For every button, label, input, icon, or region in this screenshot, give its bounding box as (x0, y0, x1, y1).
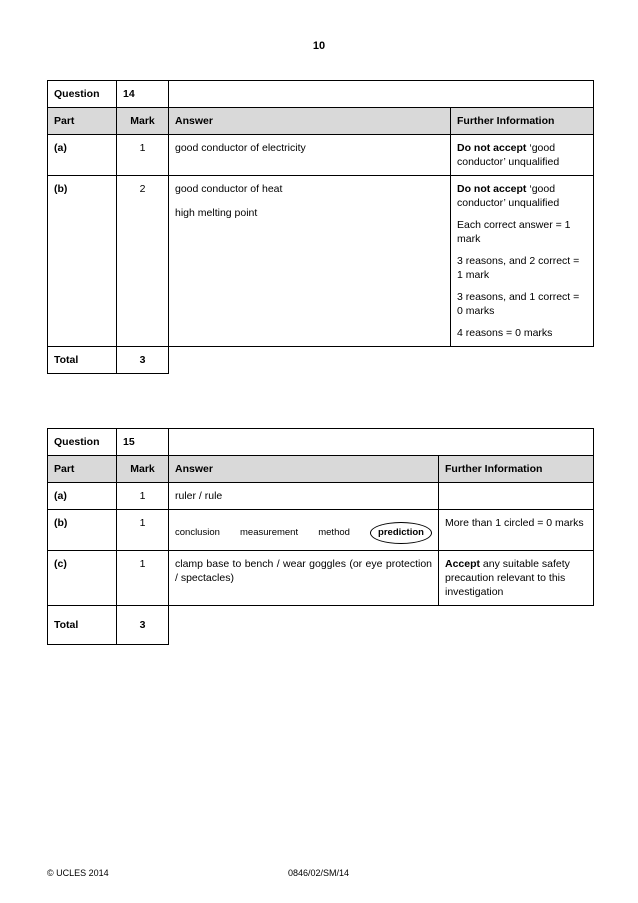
further-text: any suitable safety precaution relevant to this investigation (445, 558, 570, 598)
header-mark: Mark (117, 108, 169, 135)
total-value: 3 (117, 606, 169, 645)
total-blank (169, 347, 594, 374)
mark-cell: 1 (117, 135, 169, 176)
header-row (48, 108, 594, 135)
total-blank (169, 606, 594, 645)
question-number: 14 (117, 81, 169, 108)
question-label: Question (48, 81, 117, 108)
further-line: Each correct answer = 1 mark (457, 219, 571, 245)
total-row (48, 347, 594, 374)
question-row (48, 429, 594, 456)
question-blank (169, 81, 594, 108)
header-mark: Mark (117, 456, 169, 483)
table-row (48, 135, 594, 176)
answer-line: high melting point (175, 207, 258, 219)
total-row (48, 606, 594, 645)
answer-cell (169, 135, 451, 176)
further-bold: Do not accept (457, 183, 527, 195)
mark-cell: 1 (117, 510, 169, 551)
header-row (48, 456, 594, 483)
answer-cell: ruler / rule (169, 483, 439, 510)
footer-copyright: © UCLES 2014 (47, 868, 109, 878)
header-answer: Answer (169, 108, 451, 135)
part-cell: (b) (48, 510, 117, 551)
further-text: ‘good conductor’ unqualified (457, 183, 560, 209)
total-label: Total (48, 347, 117, 374)
total-value: 3 (117, 347, 169, 374)
choice-conclusion: conclusion (175, 527, 220, 538)
mark-cell: 1 (117, 551, 169, 606)
part-cell: (a) (48, 135, 117, 176)
table-row (48, 483, 594, 510)
question-15-table (47, 428, 594, 645)
question-label: Question (48, 429, 117, 456)
further-line: 3 reasons, and 1 correct = 0 marks (457, 291, 580, 317)
further-cell (439, 551, 594, 606)
header-part: Part (48, 108, 117, 135)
further-text: ‘good conductor’ unqualified (457, 142, 560, 168)
further-bold: Do not accept (457, 142, 527, 154)
mark-cell: 2 (117, 176, 169, 347)
table-row (48, 510, 594, 551)
part-cell: (a) (48, 483, 117, 510)
question-row (48, 81, 594, 108)
table-row (48, 551, 594, 606)
question-blank (169, 429, 594, 456)
table-row (48, 176, 594, 347)
further-bold: Accept (445, 558, 481, 570)
part-cell: (c) (48, 551, 117, 606)
answer-cell: clamp base to bench / wear goggles (or eye protection / spectacles) (169, 551, 439, 606)
part-cell: (b) (48, 176, 117, 347)
further-cell (451, 135, 594, 176)
answer-line: good conductor of electricity (175, 142, 306, 154)
answer-line: good conductor of heat (175, 183, 283, 195)
header-further: Further Information (451, 108, 594, 135)
answer-cell (169, 176, 451, 347)
page-number: 10 (312, 40, 326, 52)
footer-code: 0846/02/SM/14 (288, 868, 350, 878)
question-number: 15 (117, 429, 169, 456)
further-line (457, 182, 587, 210)
choice-method: method (318, 527, 350, 538)
header-answer: Answer (169, 456, 439, 483)
choice-measurement: measurement (240, 527, 299, 538)
further-line: 3 reasons, and 2 correct = 1 mark (457, 255, 580, 281)
answer-cell (169, 510, 439, 551)
header-part: Part (48, 456, 117, 483)
choice-list (175, 522, 432, 544)
further-line (457, 141, 587, 169)
choice-prediction-circled: prediction (370, 522, 432, 544)
mark-cell: 1 (117, 483, 169, 510)
total-label: Total (48, 606, 117, 645)
further-cell: More than 1 circled = 0 marks (439, 510, 594, 551)
header-further: Further Information (439, 456, 594, 483)
further-cell (439, 483, 594, 510)
further-line: 4 reasons = 0 marks (457, 327, 553, 339)
further-cell (451, 176, 594, 347)
question-14-table (47, 80, 594, 374)
